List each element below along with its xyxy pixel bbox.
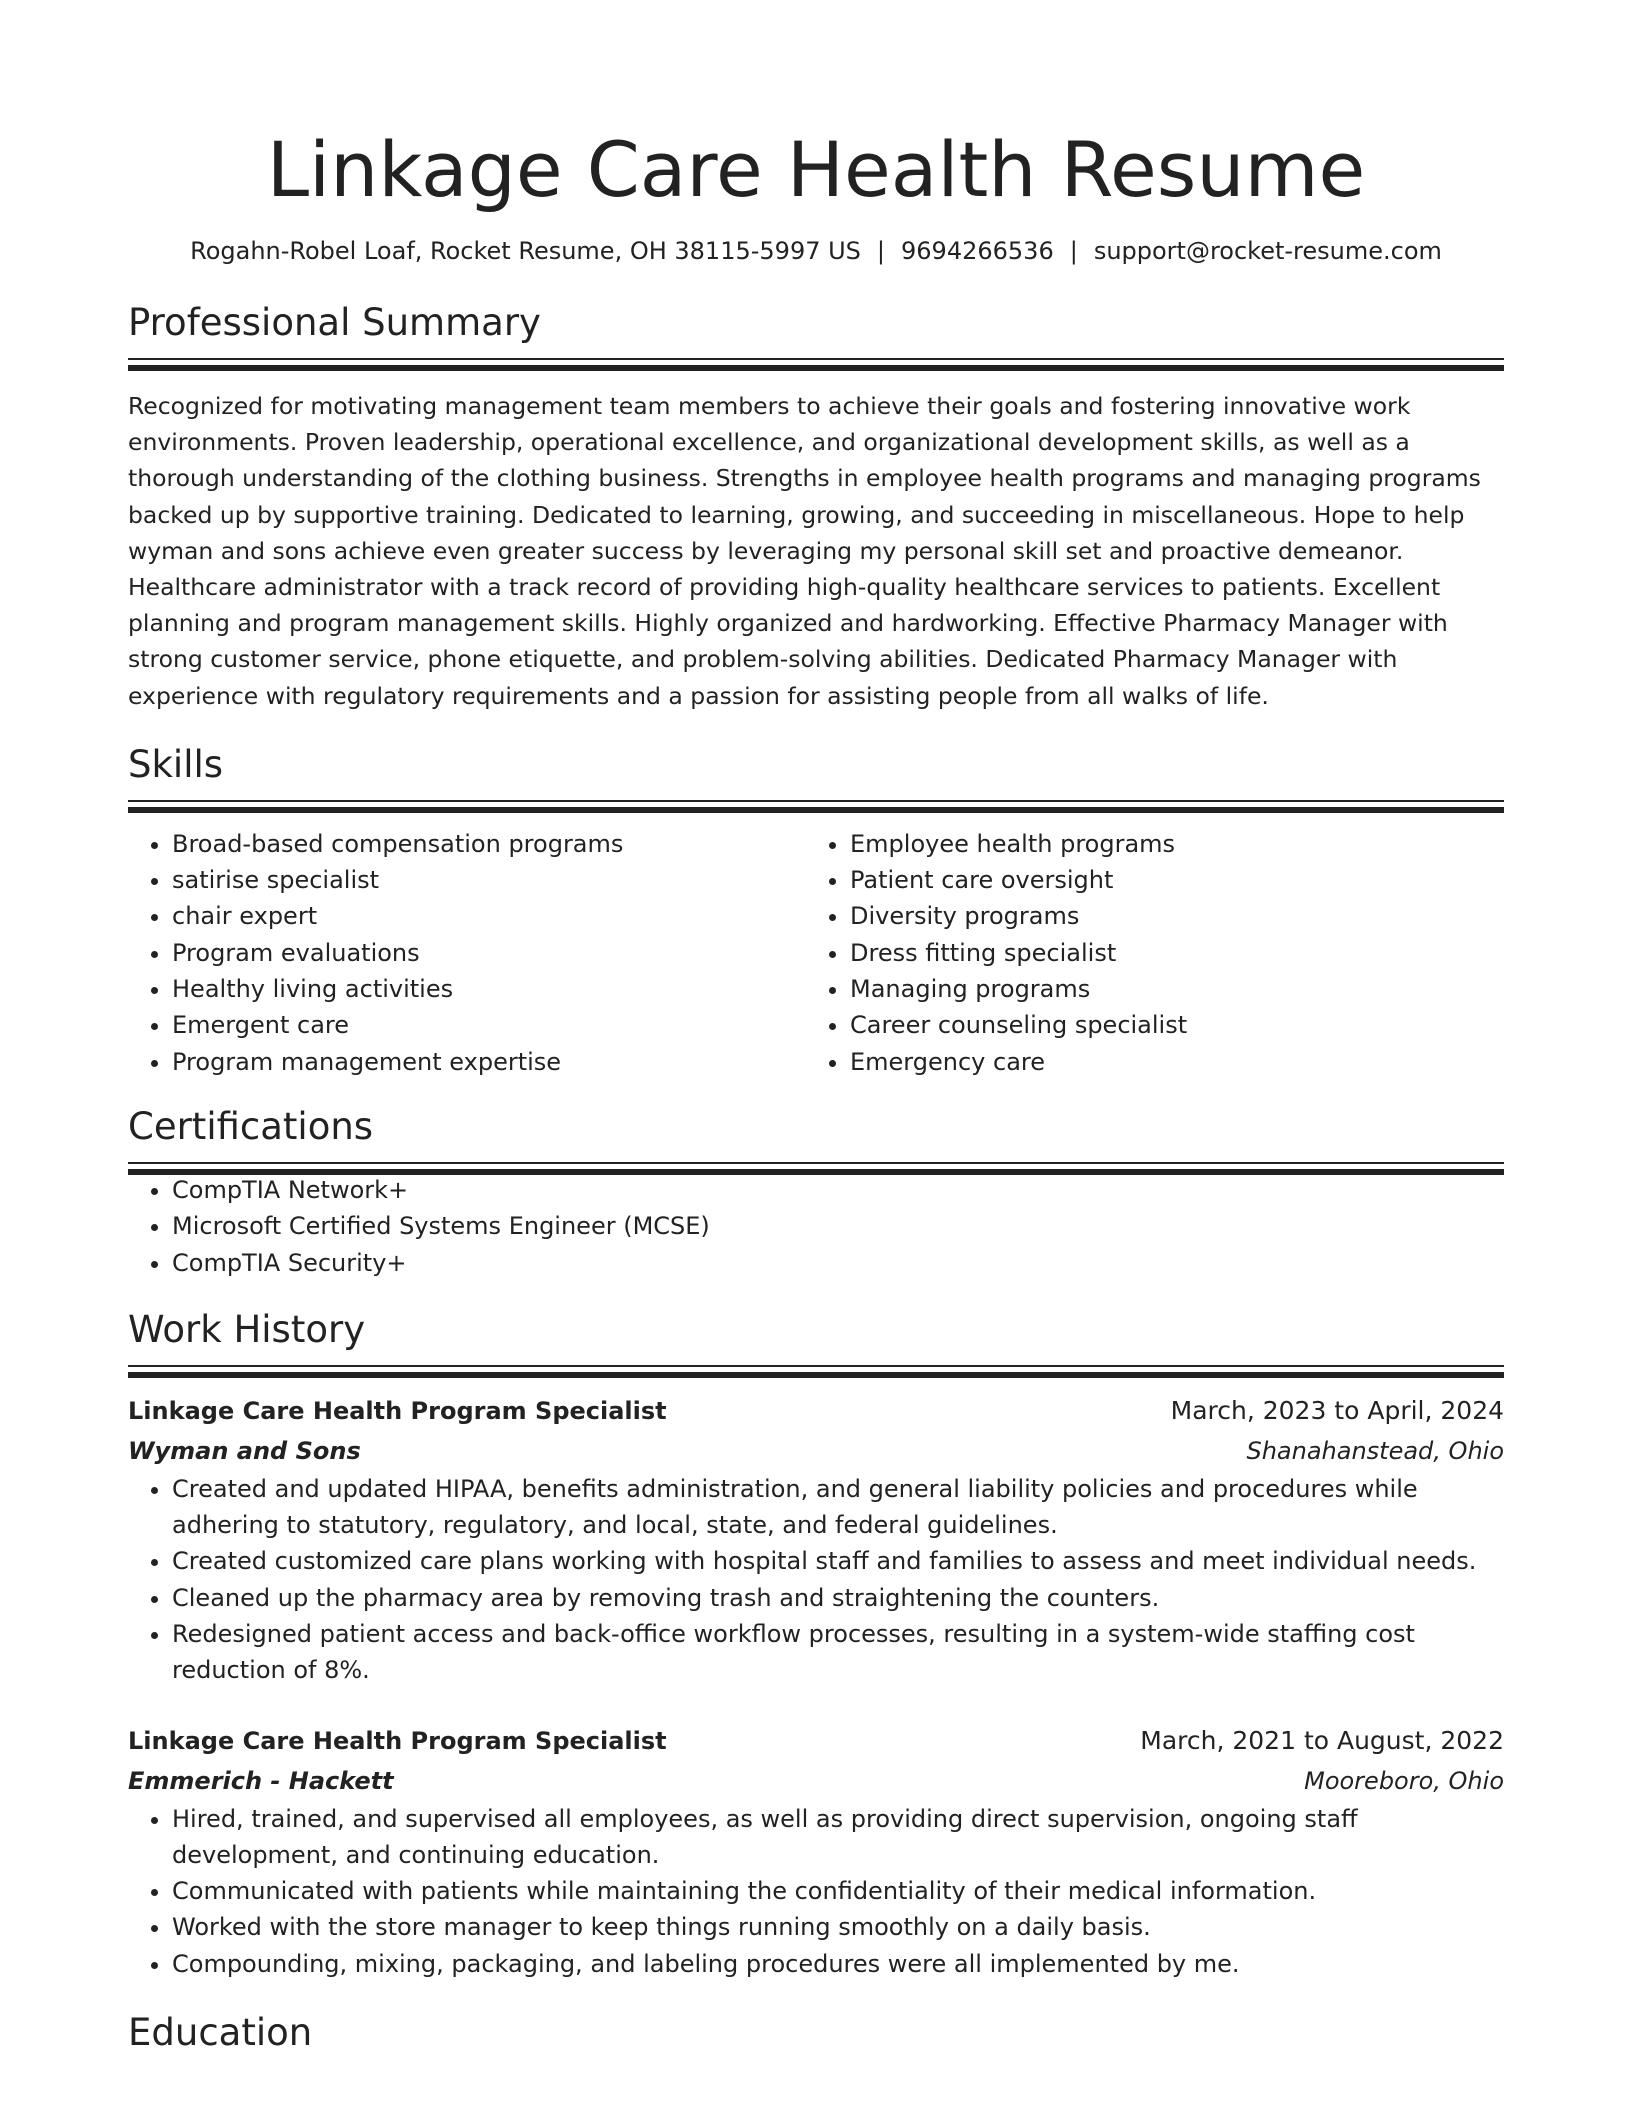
job-bullet: • Worked with the store manager to keep things running smoothly on a daily basis. — [172, 1909, 1504, 1945]
skill-item: • satirise specialist — [172, 862, 806, 898]
job-entry — [128, 1721, 1504, 1982]
skill-item: • Dress fitting specialist — [850, 935, 1484, 971]
skills-columns — [128, 826, 1504, 1080]
skill-item: • Program evaluations — [172, 935, 806, 971]
job-header-row — [128, 1391, 1504, 1431]
resume-title: Linkage Care Health Resume — [266, 125, 1366, 214]
job-bullet: • Created customized care plans working with hospital staff and families to assess and meet individual needs. — [172, 1543, 1504, 1579]
certifications-list — [128, 1172, 1504, 1281]
job-title: Linkage Care Health Program Specialist — [128, 1726, 667, 1755]
job-location: Mooreboro, Ohio — [1304, 1766, 1504, 1795]
section-heading-education: Education — [128, 2011, 313, 2055]
job-bullets — [128, 1801, 1504, 1982]
skills-list-right — [806, 826, 1484, 1080]
summary-text: Recognized for motivating management team members to achieve their goals and fostering innovative work environments. Proven leadership, operational excellence, and organizational development skills, as well as a thorough understanding of the clothing business. Strengths in employee health programs and managing programs backed up by supportive training. Dedicated to learning, growing, and succeeding in miscellaneous. Hope to help wyman and sons achieve even greater success by leveraging my personal skill set and proactive demeanor. Healthcare administrator with a track record of providing high-quality healthcare services to patients. Excellent planning and program management skills. Highly organized and hardworking. Effective Pharmacy Manager with strong customer service, phone etiquette, and problem-solving abilities. Dedicated Pharmacy Manager with experience with regulatory requirements and a passion for assisting people from all walks of life. — [128, 392, 1481, 710]
job-bullet: • Cleaned up the pharmacy area by removing trash and straightening the counters. — [172, 1580, 1504, 1616]
job-bullet: • Hired, trained, and supervised all employees, as well as providing direct supervision, ongoing staff development, and continuing education. — [172, 1801, 1504, 1874]
section-heading-certifications: Certifications — [128, 1104, 374, 1148]
contact-line — [128, 234, 1504, 268]
section-heading-skills: Skills — [128, 742, 224, 786]
job-entry — [128, 1391, 1504, 1689]
job-bullet: • Compounding, mixing, packaging, and labeling procedures were all implemented by me. — [172, 1946, 1504, 1982]
skill-item: • Career counseling specialist — [850, 1007, 1484, 1043]
skill-item: • Healthy living activities — [172, 971, 806, 1007]
work-history-section — [128, 1305, 1504, 1982]
skill-item: • Emergency care — [850, 1044, 1484, 1080]
job-bullet: • Communicated with patients while maintaining the confidentiality of their medical information. — [172, 1873, 1504, 1909]
job-title: Linkage Care Health Program Specialist — [128, 1396, 667, 1425]
job-bullet: • Created and updated HIPAA, benefits administration, and general liability policies and procedures while adhering to statutory, regulatory, and local, state, and federal guidelines. — [172, 1471, 1504, 1544]
certification-item: • CompTIA Network+ — [172, 1172, 1504, 1208]
professional-summary-section — [128, 298, 1504, 714]
job-dates: March, 2023 to April, 2024 — [1170, 1395, 1504, 1425]
certification-item: • CompTIA Security+ — [172, 1245, 1504, 1281]
job-company: Emmerich - Hackett — [128, 1766, 394, 1795]
skill-item: • Broad-based compensation programs — [172, 826, 806, 862]
contact-separator: | — [876, 237, 886, 265]
section-divider — [128, 1365, 1504, 1375]
section-heading-work-history: Work History — [128, 1307, 366, 1351]
certifications-section — [128, 1102, 1504, 1281]
resume-page — [128, 0, 1504, 2058]
contact-separator: | — [1069, 237, 1078, 265]
certification-item: • Microsoft Certified Systems Engineer (MCSE) — [172, 1208, 1504, 1244]
job-dates: March, 2021 to August, 2022 — [1140, 1725, 1504, 1755]
section-divider — [128, 358, 1504, 368]
skill-item: • Diversity programs — [850, 898, 1484, 934]
job-bullet: • Redesigned patient access and back-office workflow processes, resulting in a system-wide staffing cost reduction of 8%. — [172, 1616, 1504, 1689]
contact-address: Rogahn-Robel Loaf, Rocket Resume, OH 38115-5997 US — [190, 237, 861, 265]
section-divider — [128, 1162, 1504, 1172]
contact-email: support@rocket-resume.com — [1093, 237, 1442, 265]
section-heading-summary: Professional Summary — [128, 301, 541, 344]
skills-list-left — [128, 826, 806, 1080]
job-company-row — [128, 1431, 1504, 1471]
skill-item: • Program management expertise — [172, 1044, 806, 1080]
job-company-row — [128, 1761, 1504, 1801]
skill-item: • Patient care oversight — [850, 862, 1484, 898]
job-header-row — [128, 1721, 1504, 1761]
skill-item: • Managing programs — [850, 971, 1484, 1007]
education-section — [128, 2008, 1504, 2058]
job-location: Shanahanstead, Ohio — [1246, 1436, 1504, 1465]
skills-section — [128, 740, 1504, 1080]
job-bullets — [128, 1471, 1504, 1689]
skill-item: • chair expert — [172, 898, 806, 934]
job-company: Wyman and Sons — [128, 1436, 361, 1465]
skill-item: • Emergent care — [172, 1007, 806, 1043]
section-divider — [128, 800, 1504, 810]
contact-phone: 9694266536 — [901, 237, 1054, 265]
skill-item: • Employee health programs — [850, 826, 1484, 862]
